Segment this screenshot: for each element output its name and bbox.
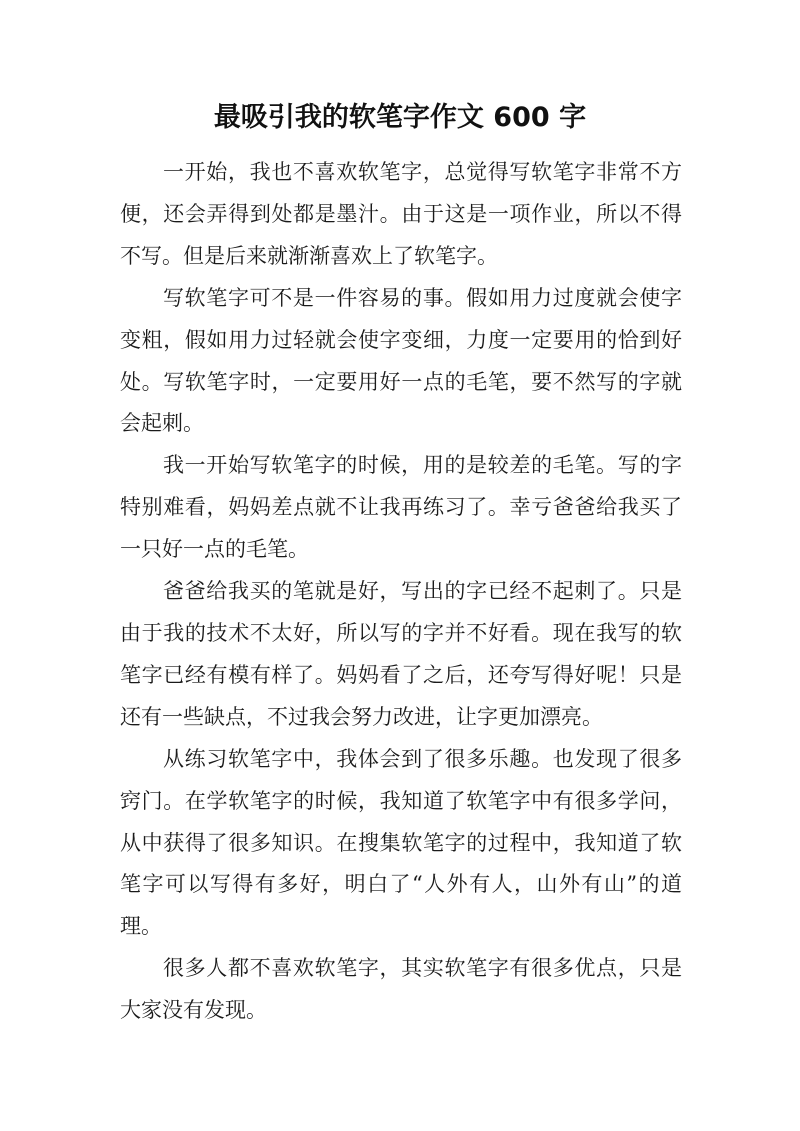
- paragraph-2: 写软笔字可不是一件容易的事。假如用力过度就会使字变粗，假如用力过轻就会使字变细，力度一定要用的恰到好处。写软笔字时，一定要用好一点的毛笔，要不然写的字就会起刺。: [120, 285, 682, 436]
- document-title: 最吸引我的软笔字作文 600 字: [213, 102, 587, 133]
- paragraph-3: 我一开始写软笔字的时候，用的是较差的毛笔。写的字特别难看，妈妈差点就不让我再练习了。幸亏爸爸给我买了一只好一点的毛笔。: [120, 453, 682, 562]
- document-body: [120, 152, 682, 1032]
- paragraph-4: 爸爸给我买的笔就是好，写出的字已经不起刺了。只是由于我的技术不太好，所以写的字并不好看。现在我写的软笔字已经有模有样了。妈妈看了之后，还夸写得好呢！只是还有一些缺点，不过我会努力改进，让字更加漂亮。: [120, 579, 682, 729]
- paragraph-1: 一开始，我也不喜欢软笔字，总觉得写软笔字非常不方便，还会弄得到处都是墨汁。由于这是一项作业，所以不得不写。但是后来就渐渐喜欢上了软笔字。: [120, 160, 682, 268]
- paragraph-5: 从练习软笔字中，我体会到了很多乐趣。也发现了很多窍门。在学软笔字的时候，我知道了软笔字中有很多学问，从中获得了很多知识。在搜集软笔字的过程中，我知道了软笔字可以写得有多好，明白了“人外有人，山外有山”的道理。: [120, 746, 682, 939]
- paragraph-6: 很多人都不喜欢软笔字，其实软笔字有很多优点，只是大家没有发现。: [120, 956, 682, 1023]
